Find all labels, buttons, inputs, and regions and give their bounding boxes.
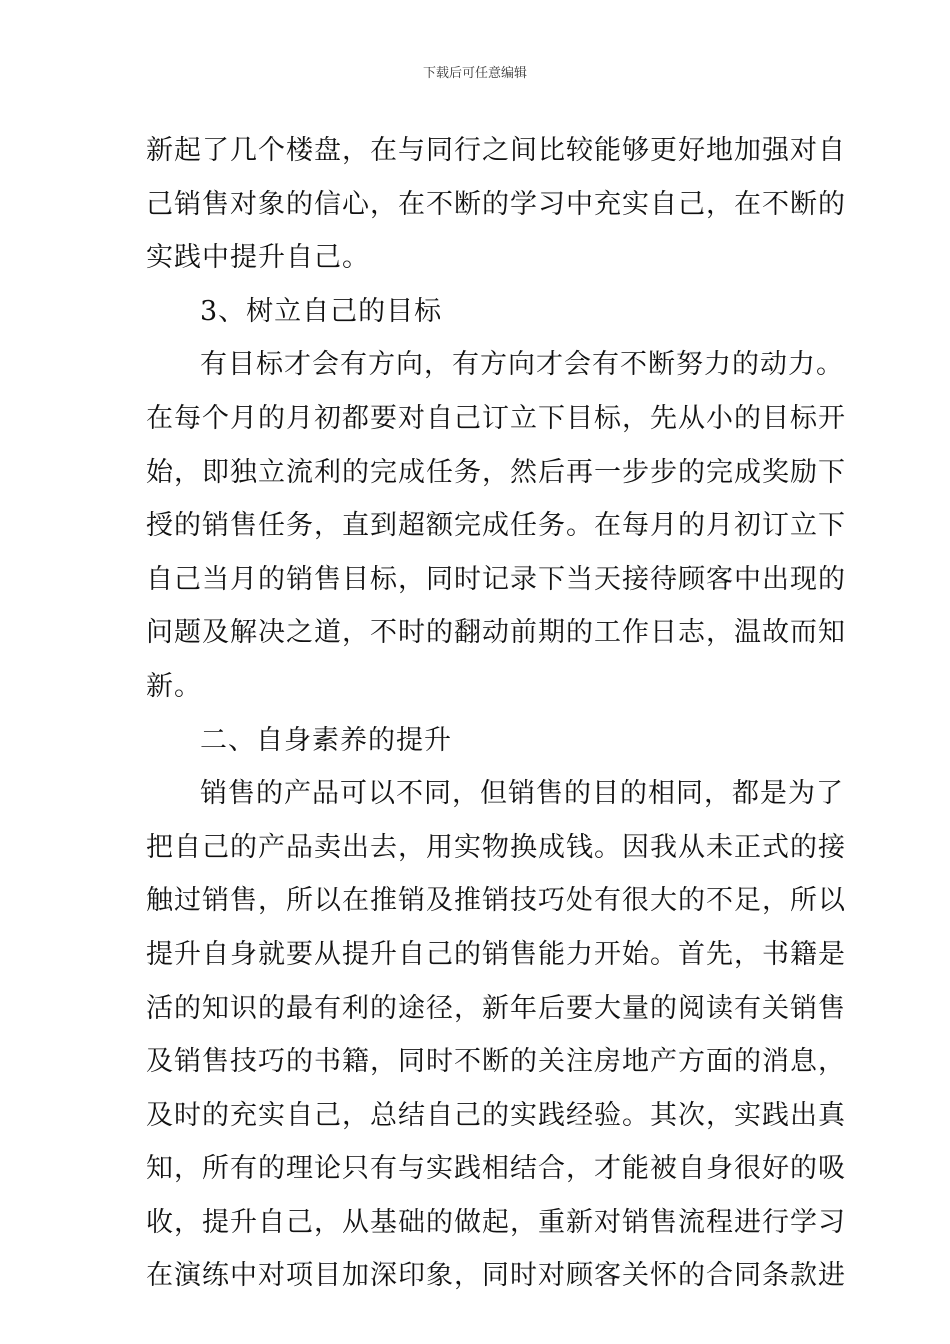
text-line: 新。 [146,670,202,702]
text-line: 销售的产品可以不同，但销售的目的相同，都是为了 [200,778,844,810]
text-line: 及时的充实自己，总结自己的实践经验。其次，实践出真 [146,1099,846,1131]
text-line: 问题及解决之道，不时的翻动前期的工作日志，温故而知 [146,617,846,649]
text-line: 己销售对象的信心，在不断的学习中充实自己，在不断的 [146,188,846,220]
text-line: 在每个月的月初都要对自己订立下目标，先从小的目标开 [146,402,846,434]
text-line: 活的知识的最有利的途径，新年后要大量的阅读有关销售 [146,992,846,1024]
text-line: 有目标才会有方向，有方向才会有不断努力的动力。 [200,349,844,381]
text-line: 触过销售，所以在推销及推销技巧处有很大的不足，所以 [146,885,846,917]
page-header-note: 下载后可任意编辑 [422,66,527,81]
text-line: 二、自身素养的提升 [200,724,452,756]
text-line: 在演练中对项目加深印象，同时对顾客关怀的合同条款进 [146,1260,846,1292]
text-line: 收，提升自己，从基础的做起，重新对销售流程进行学习 [146,1206,846,1238]
text-line: 3、树立自己的目标 [200,295,443,327]
text-line: 新起了几个楼盘，在与同行之间比较能够更好地加强对自 [146,135,846,166]
text-line: 知，所有的理论只有与实践相结合，才能被自身很好的吸 [146,1153,846,1185]
text-line: 提升自身就要从提升自己的销售能力开始。首先，书籍是 [146,938,846,970]
text-line: 把自己的产品卖出去，用实物换成钱。因我从未正式的接 [146,831,846,863]
text-line: 实践中提升自己。 [146,242,370,274]
text-line: 自己当月的销售目标，同时记录下当天接待顾客中出现的 [146,563,846,595]
text-line: 授的销售任务，直到超额完成任务。在每月的月初订立下 [146,510,846,542]
text-line: 及销售技巧的书籍，同时不断的关注房地产方面的消息， [146,1046,846,1078]
document-body [146,124,846,1303]
text-line: 始，即独立流利的完成任务，然后再一步步的完成奖励下 [146,456,846,488]
